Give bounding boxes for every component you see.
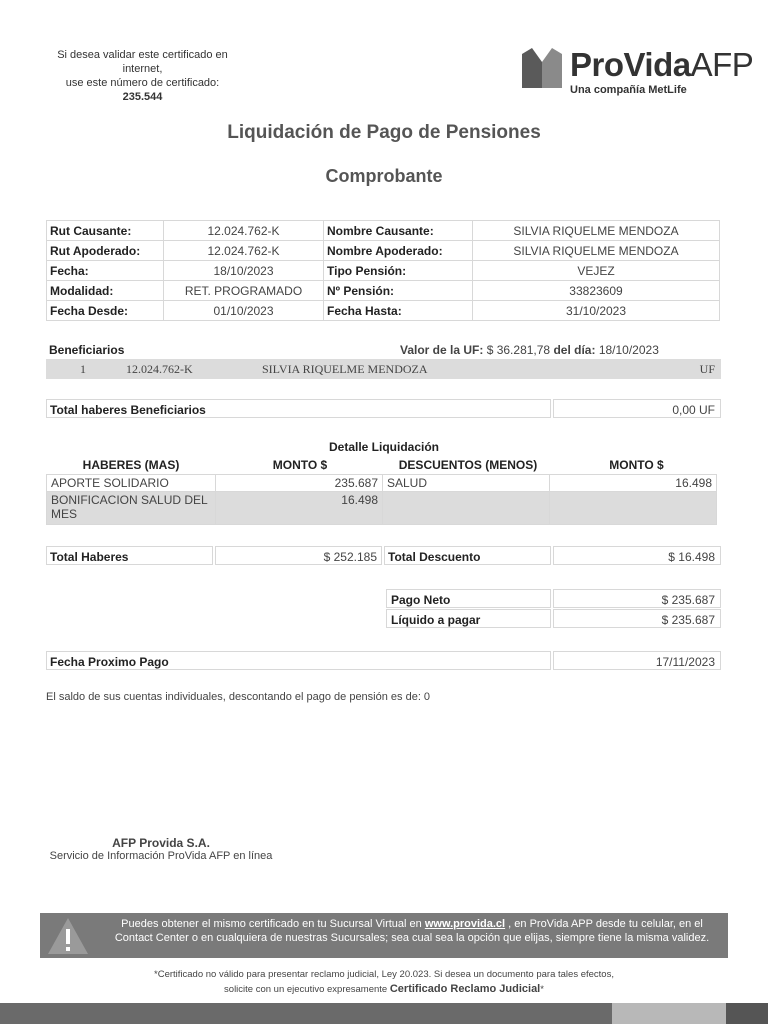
certificate-validation-info <box>40 48 245 104</box>
total-beneficiarios-row <box>46 399 721 419</box>
banner-text <box>102 917 722 945</box>
liquido-row <box>46 609 721 629</box>
info-value: SILVIA RIQUELME MENDOZA <box>473 241 720 261</box>
pago-neto-row <box>46 589 721 609</box>
company-service: Servicio de Información ProVida AFP en línea <box>49 850 273 862</box>
pago-neto-value: $ 235.687 <box>553 589 721 608</box>
info-value: RET. PROGRAMADO <box>164 281 324 301</box>
info-banner <box>40 913 728 958</box>
total-beneficiarios-label: Total haberes Beneficiarios <box>46 399 551 418</box>
descuento-item: SALUD <box>383 475 550 492</box>
logo-vida: Vida <box>623 46 691 83</box>
bottom-bar-dark <box>726 1003 768 1024</box>
logo-afp: AFP <box>690 46 754 83</box>
info-label: Fecha Hasta: <box>324 301 473 321</box>
haberes-header: HABERES (MAS) <box>82 458 180 472</box>
haber-monto: 235.687 <box>216 475 383 492</box>
banner-text-post: , en ProVida APP desde tu celular, en el Contact Center o en cualquiera de nuestras Sucursales; sea cual sea la opción que elijas, siempre tiene la misma validez. <box>114 918 710 944</box>
info-label: Nombre Apoderado: <box>324 241 473 261</box>
validation-text-3: use este número de certificado: <box>65 77 220 89</box>
company-name: AFP Provida S.A. <box>112 836 210 850</box>
pago-neto-label: Pago Neto <box>386 589 551 608</box>
monto-descuentos-header: MONTO $ <box>609 458 664 472</box>
footer-disclaimer <box>0 968 768 997</box>
descuentos-header: DESCUENTOS (MENOS) <box>398 458 538 472</box>
beneficiarios-label: Beneficiarios <box>49 343 125 357</box>
info-label: Fecha Desde: <box>47 301 164 321</box>
beneficiario-row <box>46 359 721 379</box>
provida-logo-icon <box>522 48 562 88</box>
beneficiario-name: SILVIA RIQUELME MENDOZA <box>262 362 428 376</box>
total-descuento-value: $ 16.498 <box>553 546 721 565</box>
info-row <box>47 221 720 241</box>
info-label: Fecha: <box>47 261 164 281</box>
haber-monto: 16.498 <box>216 492 383 525</box>
descuento-item <box>383 492 550 525</box>
logo-pro: Pro <box>570 46 624 83</box>
info-row <box>47 301 720 321</box>
info-value: SILVIA RIQUELME MENDOZA <box>473 221 720 241</box>
total-haberes-label: Total Haberes <box>46 546 213 565</box>
info-label: Rut Apoderado: <box>47 241 164 261</box>
footer-line-1: *Certificado no válido para presentar reclamo judicial, Ley 20.023. Si desea un documento para tales efectos, <box>154 969 614 980</box>
info-value: 31/10/2023 <box>473 301 720 321</box>
total-haberes-value: $ 252.185 <box>215 546 382 565</box>
fecha-proximo-pago-row <box>46 651 721 671</box>
liquido-value: $ 235.687 <box>553 609 721 628</box>
footer-bold: Certificado Reclamo Judicial <box>389 983 541 995</box>
fecha-proximo-pago-value: 17/11/2023 <box>553 651 721 670</box>
info-label: Modalidad: <box>47 281 164 301</box>
uf-date: 18/10/2023 <box>598 343 659 357</box>
total-beneficiarios-value: 0,00 UF <box>553 399 721 418</box>
haber-item: APORTE SOLIDARIO <box>47 475 216 492</box>
footer-line-2-text: solicite con un ejecutivo expresamente <box>224 984 390 995</box>
info-value: 01/10/2023 <box>164 301 324 321</box>
beneficiario-rut: 12.024.762-K <box>126 362 193 376</box>
info-row <box>47 261 720 281</box>
uf-mid: del día: <box>553 343 596 357</box>
detalle-title: Detalle Liquidación <box>328 440 439 454</box>
beneficiario-number: 1 <box>80 362 86 376</box>
company-info <box>46 836 276 862</box>
provida-link[interactable]: www.provida.cl <box>424 918 506 930</box>
info-value: 12.024.762-K <box>164 221 324 241</box>
bottom-bar-light <box>612 1003 726 1024</box>
descuento-monto <box>550 492 717 525</box>
provida-logo <box>522 44 754 100</box>
uf-prefix: Valor de la UF: <box>400 343 484 357</box>
certificate-number: 235.544 <box>122 91 163 103</box>
uf-value: $ 36.281,78 <box>486 343 551 357</box>
liquidacion-table <box>46 474 717 525</box>
info-row <box>47 241 720 261</box>
info-value: 33823609 <box>473 281 720 301</box>
info-row <box>47 281 720 301</box>
info-value: 18/10/2023 <box>164 261 324 281</box>
footer-line-2 <box>0 982 768 997</box>
info-table <box>46 220 720 321</box>
footer-star: * <box>540 984 544 995</box>
warning-triangle-icon <box>46 916 90 956</box>
validation-text-2: internet, <box>122 63 163 75</box>
uf-value-label <box>400 343 659 357</box>
info-label: Nº Pensión: <box>324 281 473 301</box>
bottom-bar <box>0 1003 768 1024</box>
descuento-monto: 16.498 <box>550 475 717 492</box>
info-label: Tipo Pensión: <box>324 261 473 281</box>
monto-haberes-header: MONTO $ <box>272 458 328 472</box>
beneficiario-unit: UF <box>699 362 715 376</box>
fecha-proximo-pago-label: Fecha Proximo Pago <box>46 651 551 670</box>
info-label: Nombre Causante: <box>324 221 473 241</box>
info-label: Rut Causante: <box>47 221 164 241</box>
logo-subtitle: Una compañía MetLife <box>570 84 687 96</box>
liquidacion-row <box>47 492 717 525</box>
validation-text-1: Si desea validar este certificado en <box>57 49 228 61</box>
liquidacion-row <box>47 475 717 492</box>
info-value: 12.024.762-K <box>164 241 324 261</box>
page-title: Liquidación de Pago de Pensiones <box>227 122 541 143</box>
banner-text-pre: Puedes obtener el mismo certificado en tu Sucursal Virtual en <box>121 918 425 930</box>
page-subtitle: Comprobante <box>325 166 443 186</box>
haber-item: BONIFICACION SALUD DEL MES <box>47 492 216 525</box>
totales-row <box>46 546 721 566</box>
info-value: VEJEZ <box>473 261 720 281</box>
saldo-note: El saldo de sus cuentas individuales, descontando el pago de pensión es de: 0 <box>46 691 431 703</box>
logo-wordmark <box>570 46 753 84</box>
total-descuento-label: Total Descuento <box>384 546 551 565</box>
liquido-label: Líquido a pagar <box>386 609 551 628</box>
